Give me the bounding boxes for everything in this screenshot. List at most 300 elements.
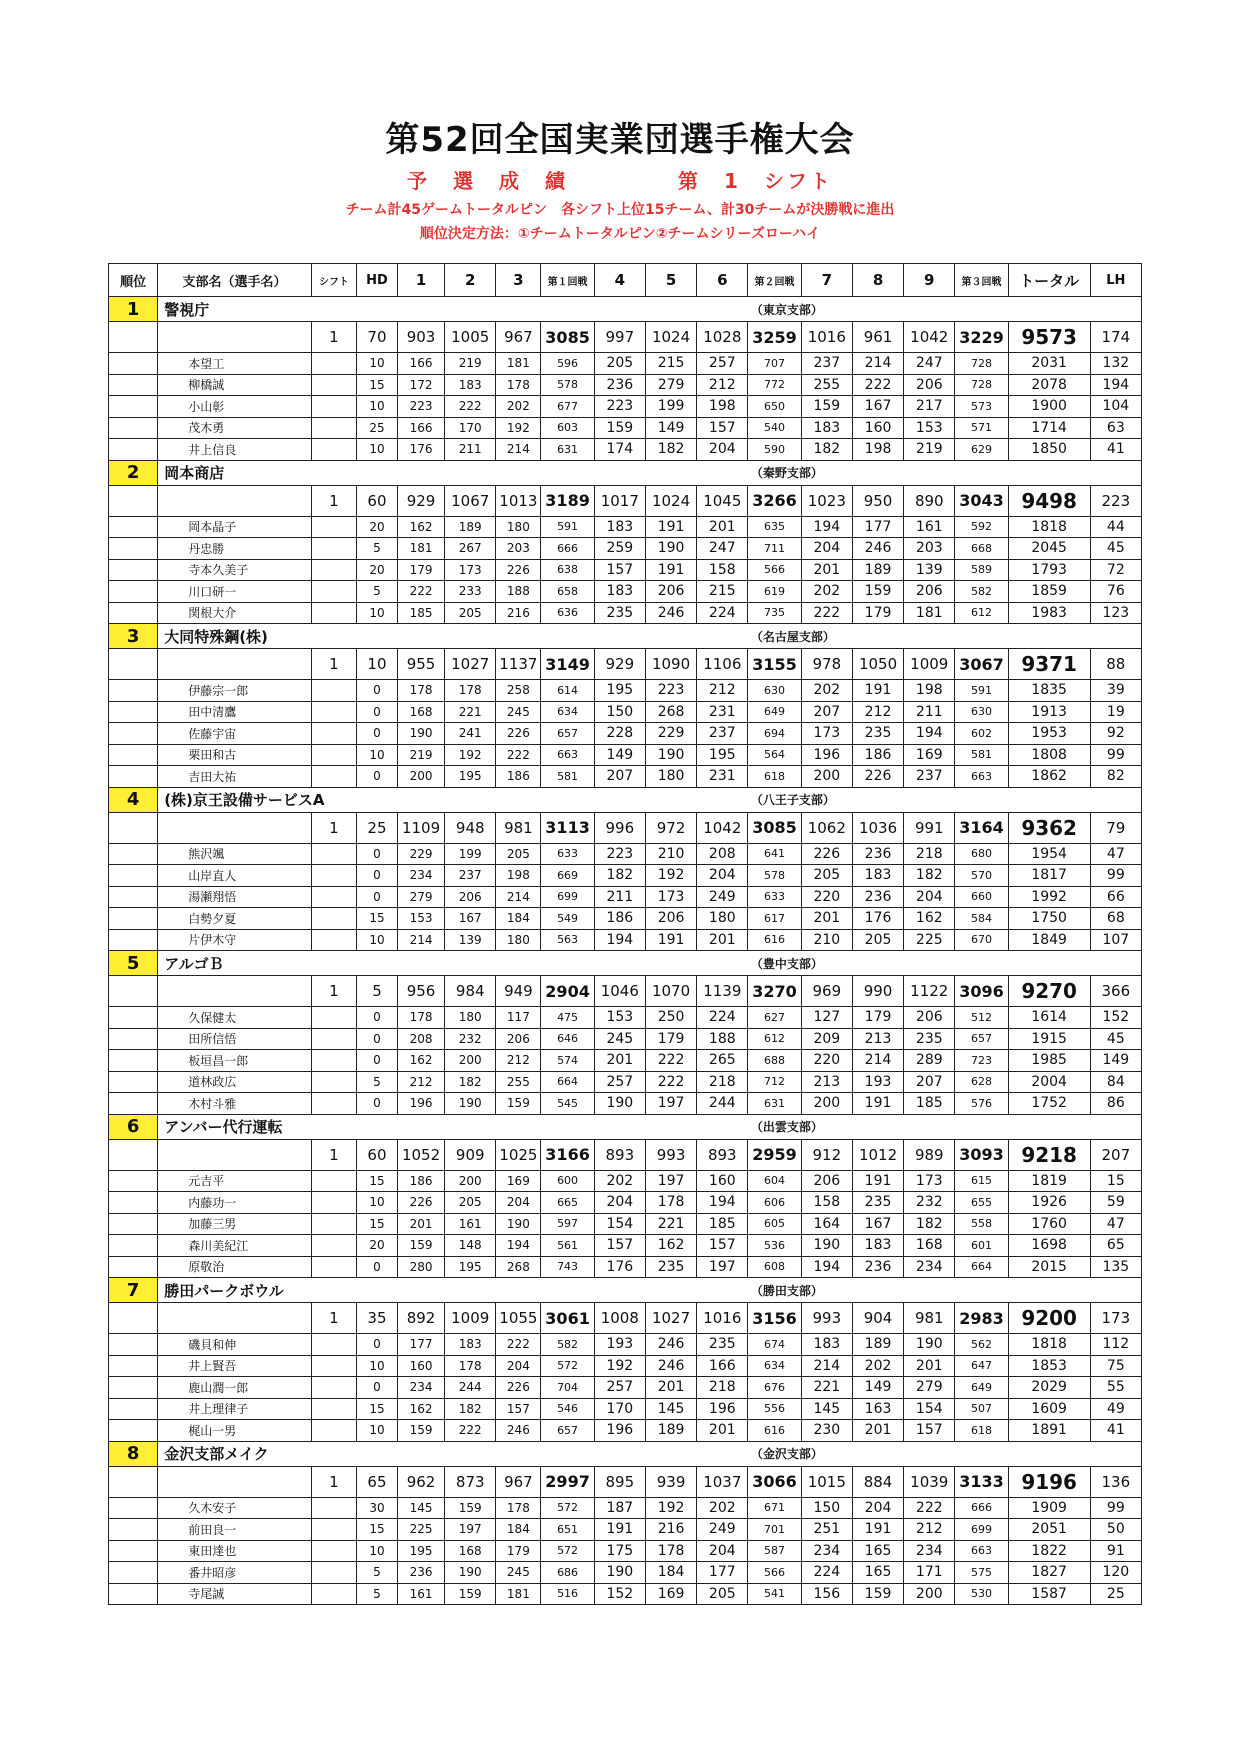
team-total-cell: 35 bbox=[356, 1303, 397, 1334]
player-score-cell: 561 bbox=[541, 1235, 594, 1257]
player-score-cell bbox=[311, 1334, 356, 1356]
player-score-cell: 225 bbox=[904, 929, 955, 951]
page-title: 第52回全国実業団選手権大会 bbox=[385, 120, 855, 160]
team-total-cell: 1 bbox=[311, 322, 356, 353]
player-score-cell: 167 bbox=[852, 1213, 903, 1235]
player-score-cell: 245 bbox=[496, 701, 541, 723]
player-score-cell: 222 bbox=[645, 1050, 696, 1072]
player-score-cell: 173 bbox=[801, 723, 852, 745]
player-score-cell: 154 bbox=[594, 1213, 645, 1235]
player-score-cell: 231 bbox=[697, 701, 748, 723]
player-score-cell: 10 bbox=[356, 1355, 397, 1377]
player-score-cell: 192 bbox=[645, 1497, 696, 1519]
team-total-cell: 950 bbox=[852, 485, 903, 516]
player-score-cell: 206 bbox=[496, 1028, 541, 1050]
player-score-cell: 641 bbox=[748, 843, 801, 865]
player-score-cell: 179 bbox=[397, 559, 444, 581]
empty-cell bbox=[109, 353, 158, 375]
player-score-cell bbox=[311, 680, 356, 702]
player-score-cell: 159 bbox=[397, 1420, 444, 1442]
player-score-cell: 166 bbox=[397, 417, 444, 439]
player-score-cell: 158 bbox=[801, 1192, 852, 1214]
player-score-cell: 1817 bbox=[1008, 865, 1090, 887]
team-total-cell: 1 bbox=[311, 485, 356, 516]
empty-cell bbox=[109, 865, 158, 887]
player-score-cell: 197 bbox=[697, 1256, 748, 1278]
player-score-cell: 159 bbox=[496, 1093, 541, 1115]
player-score-cell: 148 bbox=[445, 1235, 496, 1257]
empty-cell bbox=[109, 929, 158, 951]
player-score-cell: 226 bbox=[496, 1377, 541, 1399]
player-score-cell: 566 bbox=[748, 559, 801, 581]
player-score-cell: 236 bbox=[852, 1256, 903, 1278]
player-score-cell: 735 bbox=[748, 602, 801, 624]
empty-cell bbox=[109, 680, 158, 702]
player-score-cell: 247 bbox=[904, 353, 955, 375]
player-score-cell: 157 bbox=[594, 559, 645, 581]
player-score-cell: 216 bbox=[645, 1519, 696, 1541]
team-total-cell: 903 bbox=[397, 322, 444, 353]
player-score-cell bbox=[311, 1540, 356, 1562]
player-score-cell: 615 bbox=[955, 1170, 1008, 1192]
player-score-cell: 0 bbox=[356, 680, 397, 702]
player-score-cell: 205 bbox=[445, 1192, 496, 1214]
player-score-cell: 5 bbox=[356, 1071, 397, 1093]
player-row bbox=[109, 1170, 1142, 1192]
player-score-cell: 633 bbox=[748, 886, 801, 908]
player-score-cell: 1818 bbox=[1008, 516, 1090, 538]
team-total-cell: 3164 bbox=[955, 812, 1008, 843]
team-total-cell: 10 bbox=[356, 649, 397, 680]
empty-cell bbox=[109, 766, 158, 788]
player-name: 元吉平 bbox=[158, 1170, 312, 1192]
player-row bbox=[109, 374, 1142, 396]
player-score-cell: 15 bbox=[356, 908, 397, 930]
player-score-cell: 162 bbox=[397, 1398, 444, 1420]
player-name: 梶山一男 bbox=[158, 1420, 312, 1442]
player-score-cell bbox=[311, 723, 356, 745]
player-score-cell: 649 bbox=[748, 701, 801, 723]
player-score-cell: 68 bbox=[1090, 908, 1141, 930]
player-score-cell: 157 bbox=[697, 1235, 748, 1257]
player-score-cell: 160 bbox=[852, 417, 903, 439]
player-score-cell: 49 bbox=[1090, 1398, 1141, 1420]
player-score-cell: 218 bbox=[904, 843, 955, 865]
team-total-cell: 3166 bbox=[541, 1139, 594, 1170]
player-score-cell: 222 bbox=[904, 1497, 955, 1519]
team-total-cell: 1 bbox=[311, 1139, 356, 1170]
player-score-cell: 647 bbox=[955, 1355, 1008, 1377]
player-score-cell: 1954 bbox=[1008, 843, 1090, 865]
player-score-cell: 104 bbox=[1090, 396, 1141, 418]
rule-line-1: チーム計45ゲームトータルピン 各シフト上位15チーム、計30チームが決勝戦に進出 bbox=[345, 202, 895, 218]
team-total-cell: 939 bbox=[645, 1466, 696, 1497]
player-score-cell: 712 bbox=[748, 1071, 801, 1093]
team-total-row bbox=[109, 649, 1142, 680]
player-score-cell: 651 bbox=[541, 1519, 594, 1541]
player-score-cell: 189 bbox=[852, 559, 903, 581]
player-score-cell: 59 bbox=[1090, 1192, 1141, 1214]
col-hd: HD bbox=[356, 264, 397, 297]
player-row bbox=[109, 1497, 1142, 1519]
col-g5: 5 bbox=[645, 264, 696, 297]
player-row bbox=[109, 886, 1142, 908]
empty-cell bbox=[109, 1256, 158, 1278]
player-score-cell: 627 bbox=[748, 1007, 801, 1029]
col-total: トータル bbox=[1008, 264, 1090, 297]
player-score-cell: 180 bbox=[496, 929, 541, 951]
team-total-cell: 1106 bbox=[697, 649, 748, 680]
player-score-cell: 226 bbox=[496, 723, 541, 745]
player-score-cell: 267 bbox=[445, 538, 496, 560]
player-score-cell: 212 bbox=[904, 1519, 955, 1541]
player-score-cell: 215 bbox=[645, 353, 696, 375]
player-score-cell: 516 bbox=[541, 1583, 594, 1605]
team-total-pins: 9573 bbox=[1008, 322, 1090, 353]
player-score-cell: 211 bbox=[445, 439, 496, 461]
team-branch: （八王子支部） bbox=[541, 787, 1142, 812]
player-score-cell: 160 bbox=[397, 1355, 444, 1377]
empty-cell bbox=[158, 1139, 312, 1170]
player-score-cell: 582 bbox=[541, 1334, 594, 1356]
player-score-cell: 592 bbox=[955, 516, 1008, 538]
team-total-cell: 1067 bbox=[445, 485, 496, 516]
player-score-cell: 194 bbox=[697, 1192, 748, 1214]
empty-cell bbox=[158, 322, 312, 353]
player-row bbox=[109, 929, 1142, 951]
player-score-cell: 201 bbox=[904, 1355, 955, 1377]
player-score-cell: 198 bbox=[496, 865, 541, 887]
team-total-cell: 1024 bbox=[645, 322, 696, 353]
player-score-cell: 84 bbox=[1090, 1071, 1141, 1093]
player-score-cell: 0 bbox=[356, 1377, 397, 1399]
player-score-cell: 162 bbox=[645, 1235, 696, 1257]
player-score-cell: 189 bbox=[645, 1420, 696, 1442]
team-rank: 2 bbox=[109, 460, 158, 485]
player-score-cell: 650 bbox=[748, 396, 801, 418]
player-name: 加藤三男 bbox=[158, 1213, 312, 1235]
player-score-cell: 233 bbox=[445, 581, 496, 603]
team-branch: （金沢支部） bbox=[541, 1441, 1142, 1466]
team-total-cell: 981 bbox=[496, 812, 541, 843]
team-total-cell: 1050 bbox=[852, 649, 903, 680]
player-score-cell: 1760 bbox=[1008, 1213, 1090, 1235]
player-score-cell: 167 bbox=[852, 396, 903, 418]
empty-cell bbox=[109, 1519, 158, 1541]
player-score-cell: 246 bbox=[645, 1355, 696, 1377]
team-total-row bbox=[109, 1466, 1142, 1497]
player-score-cell: 191 bbox=[645, 559, 696, 581]
player-score-cell: 165 bbox=[852, 1540, 903, 1562]
player-score-cell: 246 bbox=[645, 1334, 696, 1356]
col-g7: 7 bbox=[801, 264, 852, 297]
player-score-cell: 107 bbox=[1090, 929, 1141, 951]
team-total-pins: 9196 bbox=[1008, 1466, 1090, 1497]
empty-cell bbox=[109, 581, 158, 603]
player-score-cell: 573 bbox=[955, 396, 1008, 418]
player-score-cell: 201 bbox=[594, 1050, 645, 1072]
player-score-cell: 201 bbox=[697, 929, 748, 951]
player-score-cell: 1926 bbox=[1008, 1192, 1090, 1214]
player-score-cell: 257 bbox=[594, 1377, 645, 1399]
player-score-cell: 0 bbox=[356, 1334, 397, 1356]
player-score-cell: 699 bbox=[955, 1519, 1008, 1541]
player-score-cell: 65 bbox=[1090, 1235, 1141, 1257]
player-score-cell: 222 bbox=[496, 744, 541, 766]
player-score-cell: 512 bbox=[955, 1007, 1008, 1029]
player-score-cell: 190 bbox=[904, 1334, 955, 1356]
team-branch: （名古屋支部） bbox=[541, 624, 1142, 649]
subtitle-left: 予 選 成 績 bbox=[407, 169, 569, 193]
team-total-row bbox=[109, 1303, 1142, 1334]
empty-cell bbox=[109, 908, 158, 930]
team-rank: 5 bbox=[109, 951, 158, 976]
player-score-cell: 161 bbox=[397, 1583, 444, 1605]
team-total-cell: 1024 bbox=[645, 485, 696, 516]
player-score-cell: 612 bbox=[955, 602, 1008, 624]
player-score-cell bbox=[311, 581, 356, 603]
player-score-cell: 158 bbox=[697, 559, 748, 581]
player-name: 白勢夕夏 bbox=[158, 908, 312, 930]
player-score-cell: 1827 bbox=[1008, 1562, 1090, 1584]
player-score-cell: 289 bbox=[904, 1050, 955, 1072]
team-total-cell: 967 bbox=[496, 322, 541, 353]
player-score-cell: 5 bbox=[356, 1562, 397, 1584]
player-name: 井上賢吾 bbox=[158, 1355, 312, 1377]
player-score-cell bbox=[311, 1519, 356, 1541]
team-total-cell: 996 bbox=[594, 812, 645, 843]
empty-cell bbox=[109, 602, 158, 624]
player-row bbox=[109, 1562, 1142, 1584]
player-row bbox=[109, 559, 1142, 581]
player-score-cell: 257 bbox=[594, 1071, 645, 1093]
player-score-cell: 45 bbox=[1090, 1028, 1141, 1050]
player-score-cell: 193 bbox=[852, 1071, 903, 1093]
player-score-cell: 182 bbox=[904, 865, 955, 887]
team-total-cell: 969 bbox=[801, 976, 852, 1007]
player-score-cell: 153 bbox=[594, 1007, 645, 1029]
player-score-cell: 723 bbox=[955, 1050, 1008, 1072]
player-score-cell: 149 bbox=[594, 744, 645, 766]
team-total-cell: 1015 bbox=[801, 1466, 852, 1497]
team-total-cell: 1036 bbox=[852, 812, 903, 843]
player-score-cell: 660 bbox=[955, 886, 1008, 908]
player-score-cell: 0 bbox=[356, 1050, 397, 1072]
player-score-cell: 234 bbox=[397, 1377, 444, 1399]
player-score-cell: 1609 bbox=[1008, 1398, 1090, 1420]
player-score-cell bbox=[311, 1007, 356, 1029]
player-score-cell: 0 bbox=[356, 1028, 397, 1050]
team-total-cell: 1052 bbox=[397, 1139, 444, 1170]
team-branch: （勝田支部） bbox=[541, 1278, 1142, 1303]
player-name: 本望工 bbox=[158, 353, 312, 375]
player-row bbox=[109, 602, 1142, 624]
player-score-cell bbox=[311, 1497, 356, 1519]
player-score-cell: 184 bbox=[496, 1519, 541, 1541]
player-score-cell: 204 bbox=[496, 1192, 541, 1214]
team-total-cell: 892 bbox=[397, 1303, 444, 1334]
player-score-cell: 191 bbox=[852, 1519, 903, 1541]
player-score-cell: 206 bbox=[645, 581, 696, 603]
team-total-cell: 1017 bbox=[594, 485, 645, 516]
player-score-cell: 213 bbox=[801, 1071, 852, 1093]
player-score-cell bbox=[311, 516, 356, 538]
player-score-cell: 229 bbox=[645, 723, 696, 745]
player-score-cell: 183 bbox=[445, 374, 496, 396]
player-row bbox=[109, 1377, 1142, 1399]
empty-cell bbox=[109, 439, 158, 461]
player-score-cell: 1752 bbox=[1008, 1093, 1090, 1115]
player-row bbox=[109, 581, 1142, 603]
player-score-cell: 66 bbox=[1090, 886, 1141, 908]
player-score-cell: 180 bbox=[496, 516, 541, 538]
player-score-cell: 169 bbox=[496, 1170, 541, 1192]
player-score-cell: 45 bbox=[1090, 538, 1141, 560]
player-score-cell: 1862 bbox=[1008, 766, 1090, 788]
player-score-cell: 159 bbox=[801, 396, 852, 418]
player-score-cell: 221 bbox=[445, 701, 496, 723]
player-score-cell bbox=[311, 602, 356, 624]
team-rank: 7 bbox=[109, 1278, 158, 1303]
team-total-cell: 1009 bbox=[904, 649, 955, 680]
player-score-cell: 0 bbox=[356, 766, 397, 788]
player-score-cell: 226 bbox=[397, 1192, 444, 1214]
player-score-cell: 199 bbox=[645, 396, 696, 418]
player-score-cell: 178 bbox=[496, 1497, 541, 1519]
player-score-cell: 655 bbox=[955, 1192, 1008, 1214]
team-branch: （秦野支部） bbox=[541, 460, 1142, 485]
player-score-cell: 82 bbox=[1090, 766, 1141, 788]
player-score-cell: 183 bbox=[594, 581, 645, 603]
player-score-cell: 2004 bbox=[1008, 1071, 1090, 1093]
empty-cell bbox=[109, 1028, 158, 1050]
player-score-cell: 186 bbox=[496, 766, 541, 788]
player-score-cell: 564 bbox=[748, 744, 801, 766]
team-rank: 3 bbox=[109, 624, 158, 649]
player-name: 寺本久美子 bbox=[158, 559, 312, 581]
subtitle-right: 第 1 シフト bbox=[678, 169, 833, 193]
player-score-cell: 2078 bbox=[1008, 374, 1090, 396]
player-name: 森川美紀江 bbox=[158, 1235, 312, 1257]
player-score-cell: 211 bbox=[904, 701, 955, 723]
player-score-cell: 2015 bbox=[1008, 1256, 1090, 1278]
player-row bbox=[109, 1050, 1142, 1072]
player-row bbox=[109, 1420, 1142, 1442]
player-score-cell bbox=[311, 559, 356, 581]
col-shift: シフト bbox=[311, 264, 356, 297]
player-score-cell: 1915 bbox=[1008, 1028, 1090, 1050]
team-total-cell: 993 bbox=[645, 1139, 696, 1170]
player-score-cell: 235 bbox=[852, 723, 903, 745]
player-row bbox=[109, 1192, 1142, 1214]
team-name: 大同特殊鋼(株) bbox=[158, 624, 541, 649]
player-score-cell: 634 bbox=[748, 1355, 801, 1377]
player-score-cell: 1953 bbox=[1008, 723, 1090, 745]
player-score-cell: 160 bbox=[697, 1170, 748, 1192]
team-total-cell: 3066 bbox=[748, 1466, 801, 1497]
player-score-cell: 176 bbox=[594, 1256, 645, 1278]
player-score-cell: 676 bbox=[748, 1377, 801, 1399]
player-score-cell: 235 bbox=[697, 1334, 748, 1356]
player-score-cell: 206 bbox=[904, 581, 955, 603]
player-score-cell: 1909 bbox=[1008, 1497, 1090, 1519]
player-score-cell: 605 bbox=[748, 1213, 801, 1235]
player-score-cell bbox=[311, 1256, 356, 1278]
player-score-cell bbox=[311, 353, 356, 375]
player-score-cell: 0 bbox=[356, 843, 397, 865]
player-score-cell: 549 bbox=[541, 908, 594, 930]
player-score-cell: 206 bbox=[645, 908, 696, 930]
team-total-cell: 3149 bbox=[541, 649, 594, 680]
player-score-cell: 182 bbox=[801, 439, 852, 461]
player-score-cell: 39 bbox=[1090, 680, 1141, 702]
player-score-cell: 575 bbox=[955, 1562, 1008, 1584]
player-score-cell: 574 bbox=[541, 1050, 594, 1072]
player-name: 佐藤宇宙 bbox=[158, 723, 312, 745]
player-score-cell: 201 bbox=[645, 1377, 696, 1399]
team-header-row bbox=[109, 297, 1142, 322]
player-score-cell: 1859 bbox=[1008, 581, 1090, 603]
player-score-cell: 219 bbox=[904, 439, 955, 461]
empty-cell bbox=[109, 1334, 158, 1356]
player-score-cell: 47 bbox=[1090, 843, 1141, 865]
player-score-cell: 181 bbox=[496, 1583, 541, 1605]
player-score-cell: 634 bbox=[541, 701, 594, 723]
team-total-cell: 1 bbox=[311, 1466, 356, 1497]
player-score-cell bbox=[311, 1213, 356, 1235]
team-total-cell: 990 bbox=[852, 976, 903, 1007]
player-score-cell: 247 bbox=[697, 538, 748, 560]
player-score-cell: 250 bbox=[645, 1007, 696, 1029]
player-score-cell: 205 bbox=[801, 865, 852, 887]
player-score-cell: 186 bbox=[852, 744, 903, 766]
player-score-cell: 558 bbox=[955, 1213, 1008, 1235]
team-total-cell: 60 bbox=[356, 485, 397, 516]
player-score-cell: 205 bbox=[594, 353, 645, 375]
player-score-cell: 618 bbox=[955, 1420, 1008, 1442]
player-score-cell: 189 bbox=[852, 1334, 903, 1356]
player-score-cell: 671 bbox=[748, 1497, 801, 1519]
player-score-cell: 5 bbox=[356, 1583, 397, 1605]
col-g8: 8 bbox=[852, 264, 903, 297]
team-header-row bbox=[109, 1278, 1142, 1303]
player-row bbox=[109, 680, 1142, 702]
team-total-cell: 60 bbox=[356, 1139, 397, 1170]
player-score-cell: 211 bbox=[594, 886, 645, 908]
team-rank: 1 bbox=[109, 297, 158, 322]
player-score-cell: 206 bbox=[904, 1007, 955, 1029]
team-total-cell: 904 bbox=[852, 1303, 903, 1334]
player-score-cell: 188 bbox=[496, 581, 541, 603]
team-total-cell: 884 bbox=[852, 1466, 903, 1497]
player-score-cell: 246 bbox=[852, 538, 903, 560]
player-score-cell bbox=[311, 843, 356, 865]
player-score-cell: 165 bbox=[852, 1562, 903, 1584]
player-score-cell: 216 bbox=[496, 602, 541, 624]
team-total-cell: 1090 bbox=[645, 649, 696, 680]
team-header-row bbox=[109, 624, 1142, 649]
player-name: 道林政広 bbox=[158, 1071, 312, 1093]
player-score-cell bbox=[311, 1398, 356, 1420]
player-row bbox=[109, 1235, 1142, 1257]
player-score-cell: 222 bbox=[801, 602, 852, 624]
player-score-cell: 572 bbox=[541, 1497, 594, 1519]
team-total-cell: 1008 bbox=[594, 1303, 645, 1334]
player-score-cell: 612 bbox=[748, 1028, 801, 1050]
player-score-cell: 663 bbox=[955, 766, 1008, 788]
team-total-cell: 3266 bbox=[748, 485, 801, 516]
team-total-pins: 9362 bbox=[1008, 812, 1090, 843]
